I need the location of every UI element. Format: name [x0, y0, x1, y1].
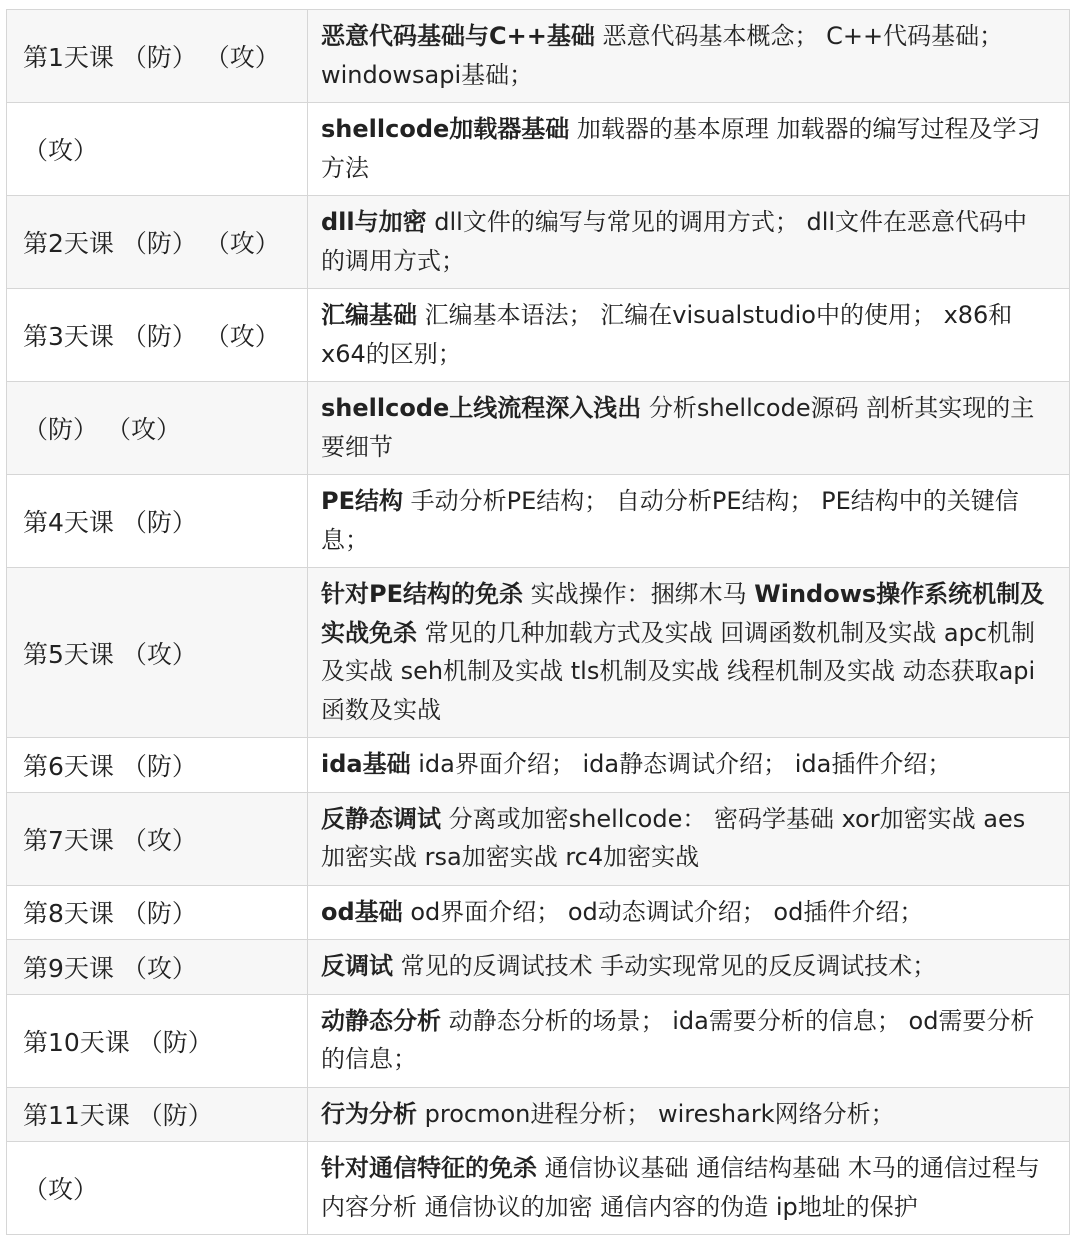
row-title: ida基础 — [321, 750, 411, 778]
row-desc: ida界面介绍； ida静态调试介绍； ida插件介绍； — [418, 750, 952, 778]
row-title: 反调试 — [321, 952, 393, 980]
row-desc: od界面介绍； od动态调试介绍； od插件介绍； — [410, 897, 924, 926]
row-content — [308, 1087, 1070, 1142]
table-row — [7, 10, 1070, 103]
row-title: 针对PE结构的免杀 — [321, 580, 523, 608]
row-title: 行为分析 — [321, 1099, 417, 1128]
row-content — [308, 1142, 1070, 1235]
row-label: 第10天课 （防） — [7, 994, 308, 1087]
table-row — [7, 940, 1070, 995]
table-row — [7, 885, 1070, 940]
row-title: 恶意代码基础与C++基础 — [321, 22, 595, 50]
row-label: 第6天课 （防） — [7, 738, 308, 793]
row-content — [308, 940, 1070, 995]
row-content — [308, 738, 1070, 793]
table-row — [7, 196, 1070, 289]
row-title: 针对通信特征的免杀 — [321, 1154, 537, 1182]
row-title: od基础 — [321, 897, 403, 926]
row-title: shellcode加载器基础 — [321, 115, 570, 143]
table-row — [7, 994, 1070, 1087]
table-row — [7, 568, 1070, 738]
table-row — [7, 1142, 1070, 1235]
row-content — [308, 196, 1070, 289]
row-content — [308, 568, 1070, 738]
row-label: 第5天课 （攻） — [7, 568, 308, 738]
row-label: 第8天课 （防） — [7, 885, 308, 940]
row-label: 第9天课 （攻） — [7, 940, 308, 995]
row-label: 第7天课 （攻） — [7, 792, 308, 885]
row-content — [308, 475, 1070, 568]
table-row — [7, 475, 1070, 568]
table-row — [7, 289, 1070, 382]
row-desc: 分析shellcode源码 剖析其实现的主要细节 — [321, 394, 1035, 461]
row-content — [308, 792, 1070, 885]
row-desc: dll文件的编写与常见的调用方式； dll文件在恶意代码中的调用方式； — [321, 208, 1028, 275]
row-label: 第4天课 （防） — [7, 475, 308, 568]
row-label: （攻） — [7, 103, 308, 196]
table-row — [7, 792, 1070, 885]
row-content — [308, 103, 1070, 196]
row-title-2: Windows操作系统机制及实战免杀 — [321, 580, 1045, 647]
row-desc: 常见的反调试技术 手动实现常见的反反调试技术； — [400, 952, 937, 980]
row-label: （攻） — [7, 1142, 308, 1235]
row-content — [308, 10, 1070, 103]
row-title: 汇编基础 — [321, 301, 417, 329]
row-content — [308, 994, 1070, 1087]
row-label: 第3天课 （防） （攻） — [7, 289, 308, 382]
row-title: shellcode上线流程深入浅出 — [321, 394, 642, 422]
row-title: 反静态调试 — [321, 804, 441, 833]
row-label: 第2天课 （防） （攻） — [7, 196, 308, 289]
row-title: 动静态分析 — [321, 1006, 441, 1035]
row-content — [308, 382, 1070, 475]
row-label: 第11天课 （防） — [7, 1087, 308, 1142]
course-schedule-table — [6, 9, 1070, 1235]
row-content — [308, 885, 1070, 940]
table-row — [7, 382, 1070, 475]
row-desc: 通信协议基础 通信结构基础 木马的通信过程与内容分析 通信协议的加密 通信内容的伪造 ip地址的保护 — [321, 1154, 1040, 1221]
row-desc: 动静态分析的场景； ida需要分析的信息； od需要分析的信息； — [321, 1006, 1035, 1073]
row-content — [308, 289, 1070, 382]
row-label: 第1天课 （防） （攻） — [7, 10, 308, 103]
row-desc: 加载器的基本原理 加载器的编写过程及学习方法 — [321, 115, 1041, 182]
table-row — [7, 103, 1070, 196]
row-desc: 实战操作：捆绑木马 — [530, 580, 747, 608]
row-desc: procmon进程分析； wireshark网络分析； — [424, 1099, 895, 1128]
table-row — [7, 738, 1070, 793]
row-desc-2: 常见的几种加载方式及实战 回调函数机制及实战 apc机制及实战 seh机制及实战 tls机制及实战 线程机制及实战 动态获取api函数及实战 — [321, 618, 1036, 724]
row-desc: 手动分析PE结构； 自动分析PE结构； PE结构中的关键信息； — [321, 487, 1019, 554]
table-row — [7, 1087, 1070, 1142]
row-desc: 分离或加密shellcode： 密码学基础 xor加密实战 aes加密实战 rsa加密实战 rc4加密实战 — [321, 804, 1026, 871]
row-title: PE结构 — [321, 487, 403, 515]
row-desc: 恶意代码基本概念； C++代码基础； windowsapi基础； — [321, 22, 1004, 89]
row-desc: 汇编基本语法； 汇编在visualstudio中的使用； x86和x64的区别； — [321, 301, 1013, 368]
row-label: （防） （攻） — [7, 382, 308, 475]
row-title: dll与加密 — [321, 208, 427, 236]
